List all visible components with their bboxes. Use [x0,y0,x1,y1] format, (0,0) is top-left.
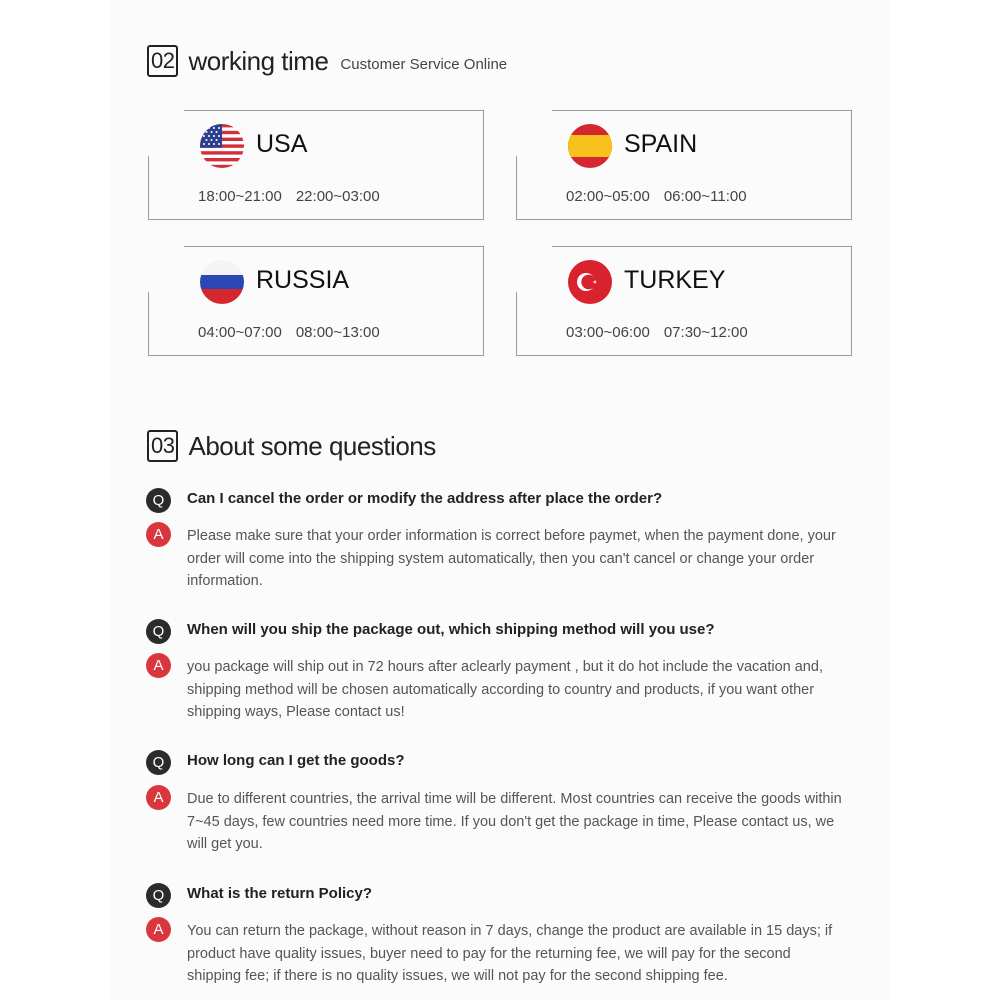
russia-flag-icon [200,260,244,304]
answer-badge-icon: A [146,653,171,678]
service-hours [198,324,380,341]
answer-text: Due to different countries, the arrival time will be different. Most countries can receive the goods within 7~45 days, few countries need more time. If you don't get the package in time, Please contact us, we will get you. [187,791,842,852]
section-number-badge: 02 [147,45,178,77]
time-range: 04:00~07:00 [198,324,282,341]
country-name: TURKEY [624,266,726,294]
question-badge-icon: Q [146,488,171,513]
section-title: working time [188,45,329,76]
working-time-header [147,45,507,77]
answer-text: You can return the package, without reason in 7 days, change the product are available in 15 days; if product have quality issues, buyer need to pay for the returning fee, we will pay for the second shipping fee; if there is no quality issues, we will not pay for the second shipping fee. [187,923,833,984]
question-text: Can I cancel the order or modify the address after place the order? [187,490,663,507]
answer-badge-icon: A [146,917,171,942]
country-name: SPAIN [624,130,698,158]
country-name: RUSSIA [256,266,350,294]
country-card-usa [148,110,484,220]
country-card-spain [516,110,852,220]
time-range: 03:00~06:00 [566,324,650,341]
country-name: USA [256,130,308,158]
question-badge-icon: Q [146,619,171,644]
question-text: When will you ship the package out, which shipping method will you use? [187,621,715,638]
answer-badge-icon: A [146,522,171,547]
time-range: 22:00~03:00 [295,188,380,205]
question-badge-icon: Q [146,750,171,775]
question-text: How long can I get the goods? [187,752,405,769]
question-badge-icon: Q [146,883,171,908]
time-range: 06:00~11:00 [663,188,747,205]
time-range: 02:00~05:00 [566,188,650,205]
turkey-flag-icon [568,260,612,304]
answer-badge-icon: A [146,785,171,810]
service-hours [566,324,748,341]
section-number-badge: 03 [147,430,178,462]
time-range: 18:00~21:00 [198,188,282,205]
answer-text: Please make sure that your order information is correct before paymet, when the payment done, your order will come into the shipping system automatically, then you can't cancel or change your order information. [187,528,836,589]
spain-flag-icon [568,124,612,168]
question-text: What is the return Policy? [187,885,373,902]
service-hours [198,188,380,205]
country-card-russia [148,246,484,356]
answer-text: you package will ship out in 72 hours after aclearly payment , but it do hot include the vacation and, shipping method will be chosen automatically according to country and products, if you want other shipping ways, Please contact us! [187,659,823,720]
time-range: 07:30~12:00 [663,324,748,341]
service-hours [566,188,747,205]
questions-header [147,430,436,462]
section-title: About some questions [188,430,436,461]
time-range: 08:00~13:00 [295,324,380,341]
us-flag-icon [200,124,244,168]
section-subtitle: Customer Service Online [340,55,508,73]
country-card-turkey [516,246,852,356]
